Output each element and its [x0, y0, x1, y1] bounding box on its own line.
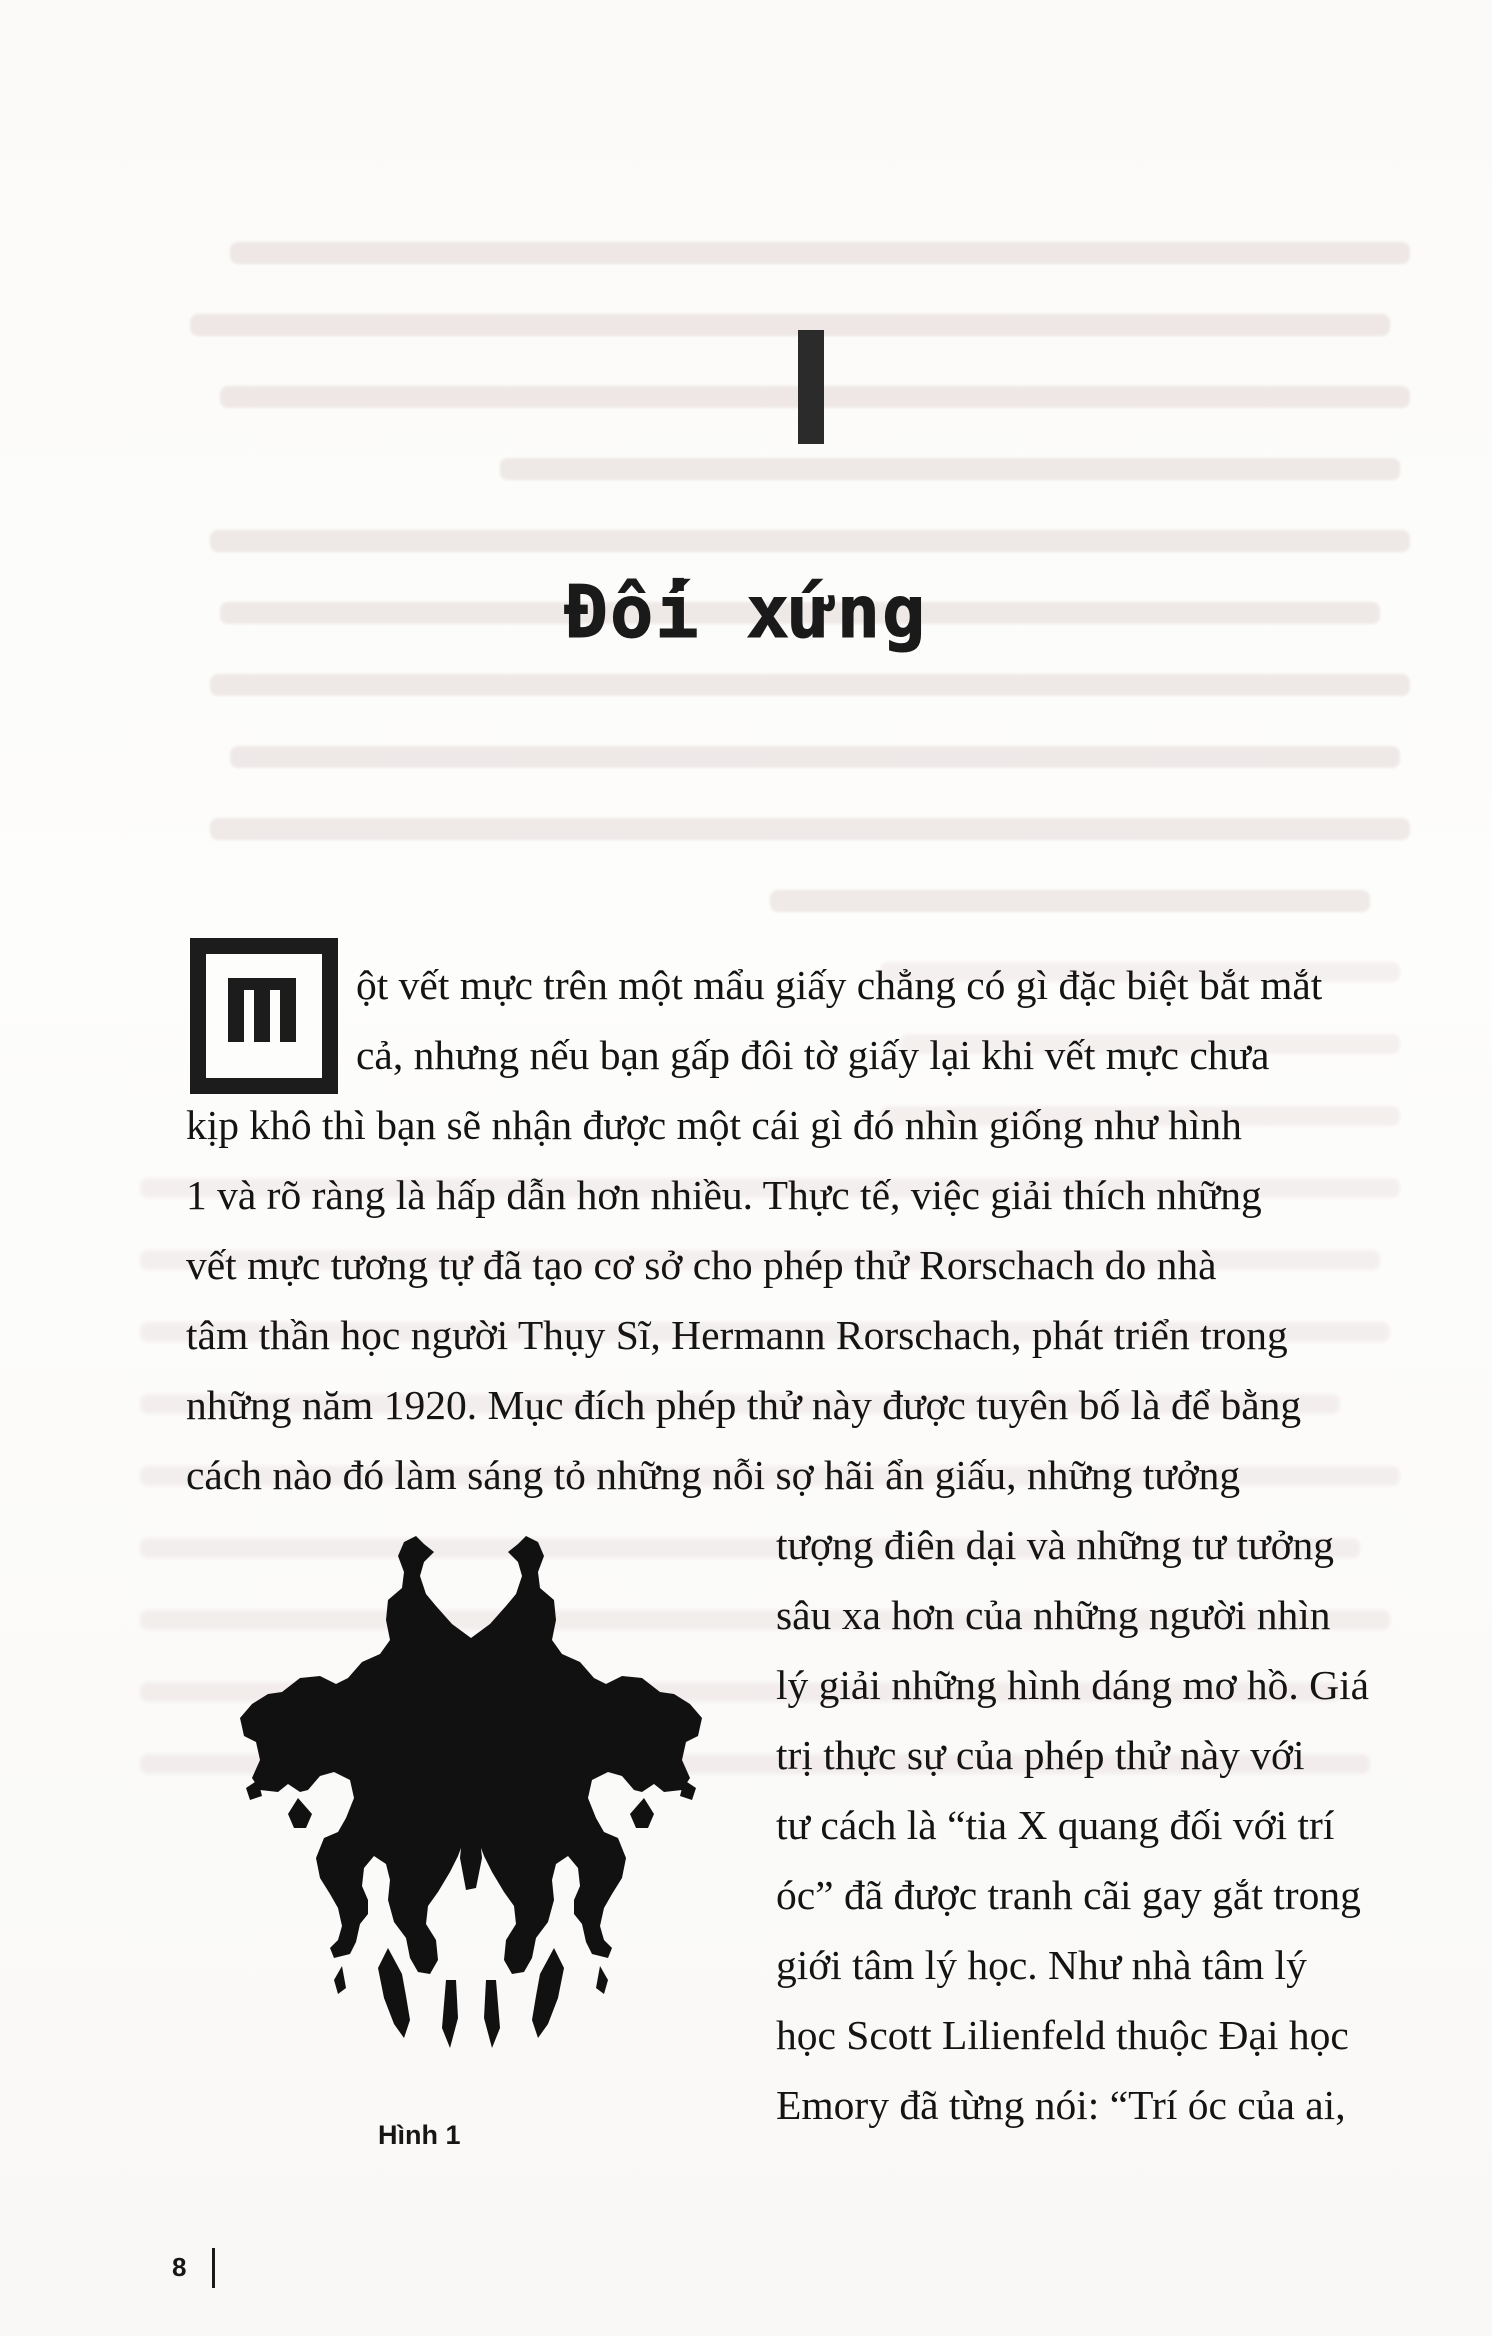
drop-cap-m — [190, 938, 338, 1094]
text-line: những năm 1920. Mục đích phép thử này được tuyên bố là để bằng — [186, 1382, 1302, 1428]
text-line: học Scott Lilienfeld thuộc Đại học — [776, 2012, 1349, 2058]
text-line: giới tâm lý học. Như nhà tâm lý — [776, 1942, 1307, 1988]
figure-caption: Hình 1 — [378, 2120, 461, 2150]
text-line: óc” đã được tranh cãi gay gắt trong — [776, 1872, 1361, 1918]
text-line: 1 và rõ ràng là hấp dẫn hơn nhiều. Thực tế, việc giải thích những — [186, 1172, 1262, 1218]
text-line: tư cách là “tia X quang đối với trí — [776, 1802, 1335, 1848]
text-line: kịp khô thì bạn sẽ nhận được một cái gì đó nhìn giống như hình — [186, 1102, 1242, 1148]
text-line: vết mực tương tự đã tạo cơ sở cho phép thử Rorschach do nhà — [186, 1242, 1217, 1288]
drop-cap-glyph — [228, 978, 296, 1042]
chapter-title: Đối xứng — [564, 570, 928, 654]
drop-cap-frame — [206, 954, 322, 1078]
text-line: tượng điên dại và những tư tưởng — [776, 1522, 1335, 1568]
text-line: tâm thần học người Thụy Sĩ, Hermann Rorschach, phát triển trong — [186, 1312, 1288, 1358]
text-line: sâu xa hơn của những người nhìn — [776, 1592, 1331, 1638]
text-line: cả, nhưng nếu bạn gấp đôi tờ giấy lại khi vết mực chưa — [356, 1032, 1270, 1078]
inkblot-rorschach-image — [238, 1528, 704, 2098]
chapter-number-bar — [798, 330, 824, 444]
page-number: 8 — [172, 2252, 187, 2282]
text-line: ột vết mực trên một mẩu giấy chẳng có gì đặc biệt bắt mắt — [356, 962, 1323, 1008]
text-line: trị thực sự của phép thử này với — [776, 1732, 1305, 1778]
text-line: lý giải những hình dáng mơ hồ. Giá — [776, 1662, 1370, 1708]
text-line: Emory đã từng nói: “Trí óc của ai, — [776, 2082, 1346, 2128]
inkblot-figure — [238, 1528, 704, 2098]
page-number-divider — [212, 2248, 215, 2288]
text-line: cách nào đó làm sáng tỏ những nỗi sợ hãi ẩn giấu, những tưởng — [186, 1452, 1241, 1498]
